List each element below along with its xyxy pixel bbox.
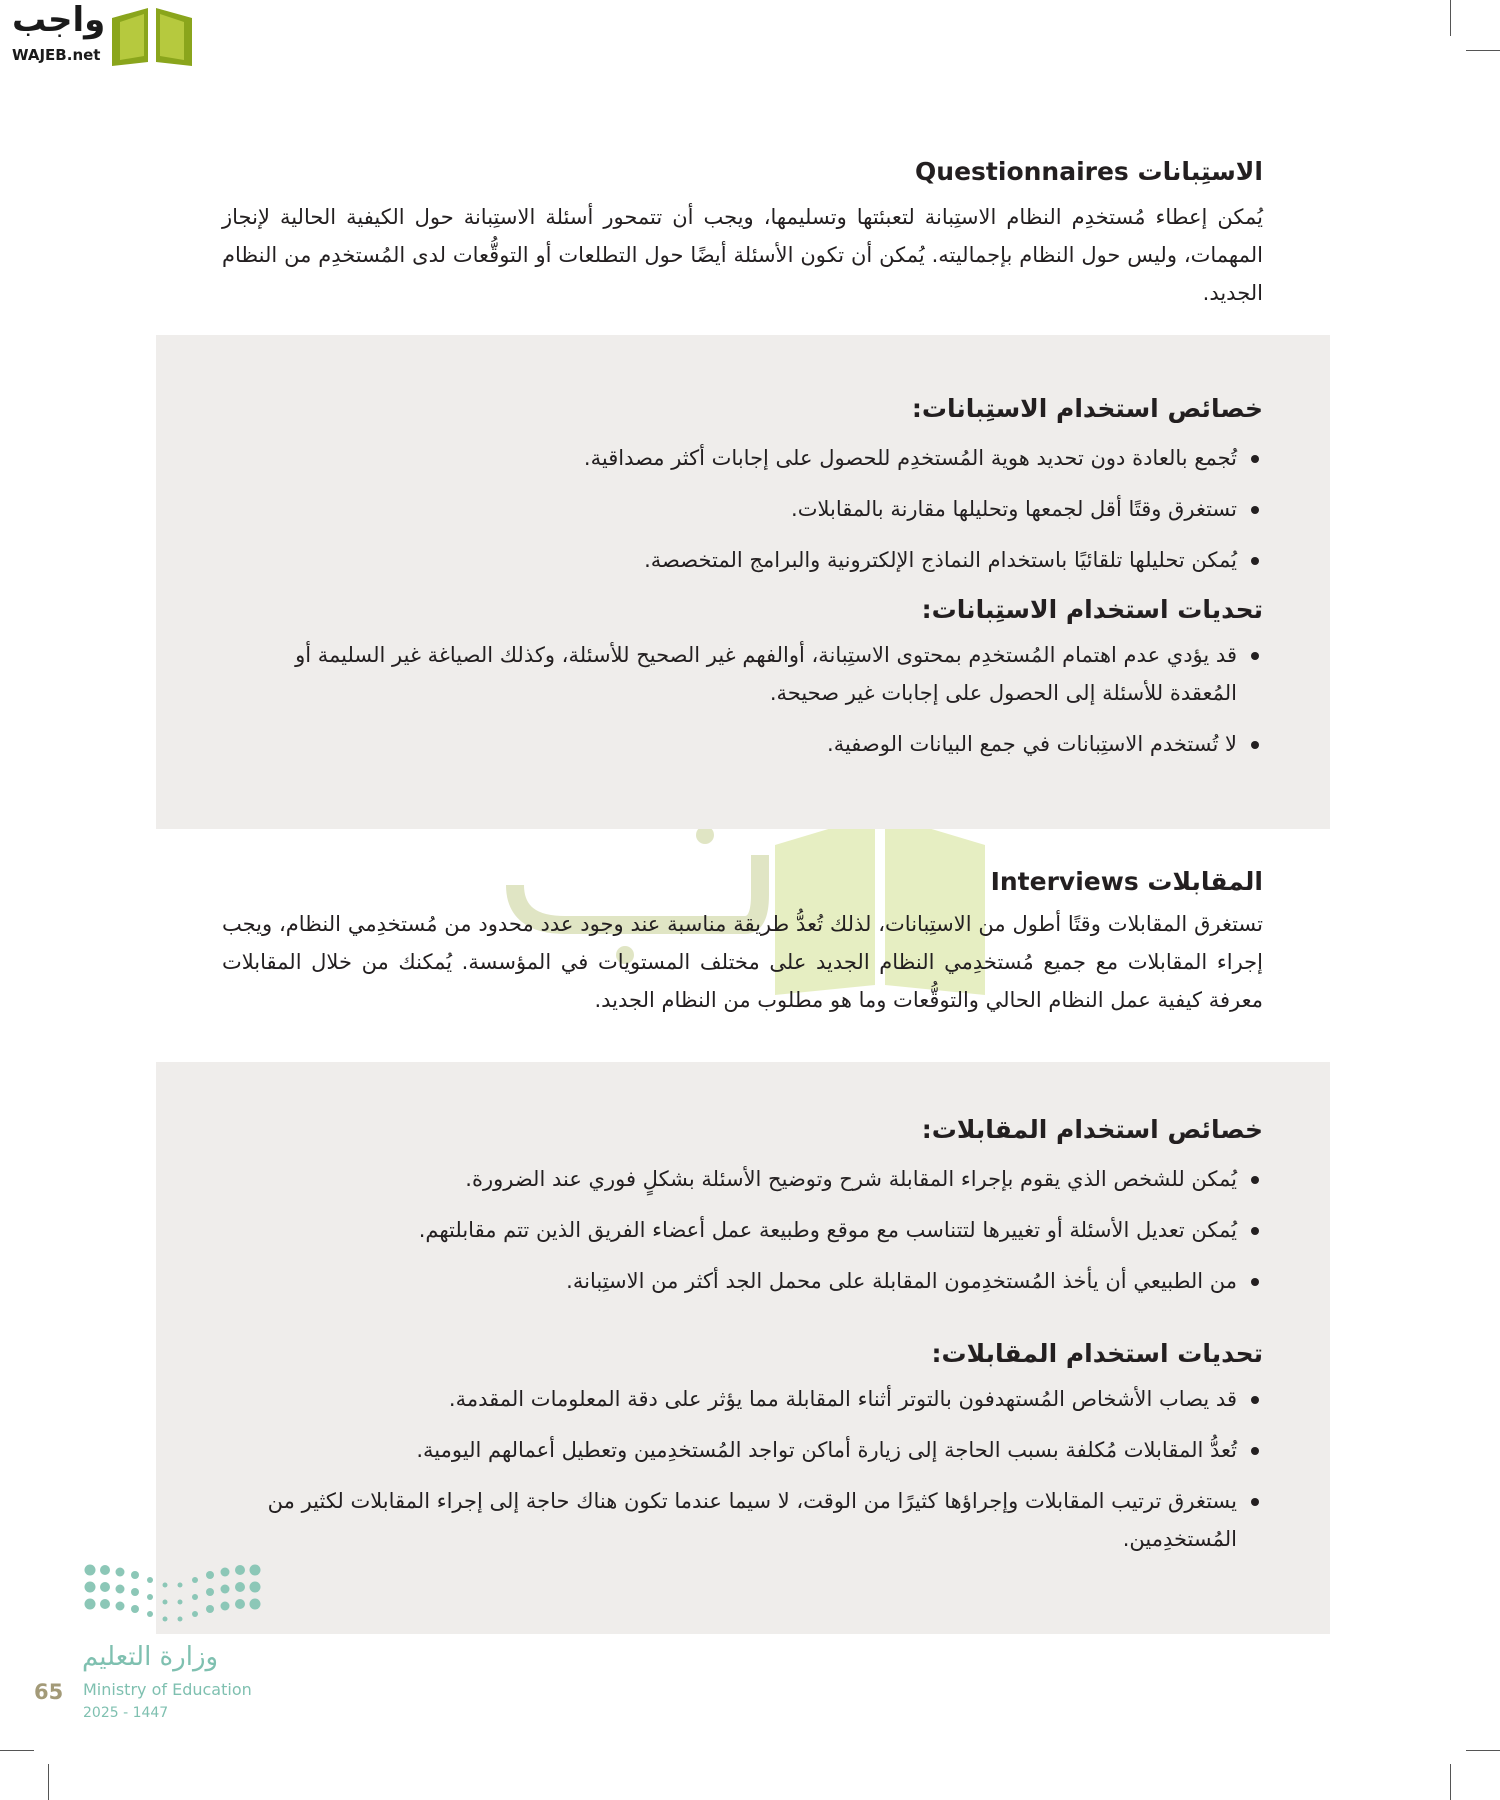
logo-dot <box>147 1611 153 1617</box>
crop-mark <box>1466 1750 1500 1751</box>
logo-dot <box>163 1617 168 1622</box>
logo-dot <box>100 1565 110 1575</box>
list-item: يُمكن للشخص الذي يقوم بإجراء المقابلة شرح وتوضيح الأسئلة بشكلٍ فوري عند الضرورة. <box>223 1160 1263 1198</box>
interviews-box <box>156 1062 1330 1634</box>
logo-dot <box>100 1582 110 1592</box>
logo-dot <box>85 1582 96 1593</box>
logo-dot <box>250 1599 261 1610</box>
ministry-name-arabic: وزارة التعليم <box>82 1642 219 1672</box>
logo-dot <box>178 1583 183 1588</box>
logo-dot <box>131 1571 139 1579</box>
questionnaires-features-list <box>223 439 1263 579</box>
logo-dot <box>178 1600 183 1605</box>
crop-mark <box>1450 0 1451 36</box>
ministry-name-english: Ministry of Education <box>83 1680 252 1699</box>
logo-dot <box>116 1602 125 1611</box>
interviews-features-heading: خصائص استخدام المقابلات: <box>921 1115 1263 1144</box>
logo-dot <box>235 1565 245 1575</box>
interviews-challenges-heading: تحديات استخدام المقابلات: <box>931 1339 1263 1368</box>
logo-dot <box>131 1605 139 1613</box>
crop-mark <box>0 1750 34 1751</box>
logo-dot <box>178 1617 183 1622</box>
wajeb-logo[interactable] <box>8 0 193 68</box>
logo-dot <box>100 1599 110 1609</box>
year: 2025 - 1447 <box>83 1705 169 1721</box>
logo-dot <box>192 1611 198 1617</box>
logo-dot <box>163 1600 168 1605</box>
logo-dot <box>131 1588 139 1596</box>
book-icon <box>108 4 196 66</box>
interviews-features-list <box>223 1160 1263 1300</box>
logo-arabic: واجب <box>12 0 106 40</box>
list-item: لا تُستخدم الاستِبانات في جمع البيانات الوصفية. <box>223 725 1263 763</box>
questionnaires-paragraph: يُمكن إعطاء مُستخدِم النظام الاستِبانة لتعبئتها وتسليمها، ويجب أن تتمحور أسئلة الاستِبانة حول الكيفية الحالية لإنجاز المهمات، وليس حول النظام بإجماليته. يُمكن أن تكون الأسئلة أيضًا حول التطلعات أو التوقُّعات لدى المُستخدِم من النظام الجديد. <box>222 205 1263 305</box>
logo-dot <box>221 1602 230 1611</box>
interviews-heading: المقابلات Interviews <box>990 867 1263 896</box>
crop-mark <box>1466 50 1500 51</box>
page-number: 65 <box>34 1680 64 1704</box>
ministry-dots-logo <box>82 1562 267 1632</box>
list-item: يُمكن تحليلها تلقائيًا باستخدام النماذج الإلكترونية والبرامج المتخصصة. <box>223 541 1263 579</box>
logo-dot <box>85 1599 96 1610</box>
logo-dot <box>85 1565 96 1576</box>
questionnaires-box <box>156 335 1330 829</box>
list-item: من الطبيعي أن يأخذ المُستخدِمون المقابلة على محمل الجد أكثر من الاستِبانة. <box>223 1262 1263 1300</box>
logo-dot <box>250 1565 261 1576</box>
logo-latin: WAJEB.net <box>12 46 101 64</box>
questionnaires-heading: الاستِبانات Questionnaires <box>915 157 1263 186</box>
logo-dot <box>250 1582 261 1593</box>
interviews-paragraph: تستغرق المقابلات وقتًا أطول من الاستِبانات، لذلك تُعدُّ طريقة مناسبة عند وجود عدد محدود من مُستخدِمي النظام، ويجب إجراء المقابلات مع جميع مُستخدِمي النظام الجديد على مختلف المستويات في المؤسسة. يُمكنك من خلال المقابلات معرفة كيفية عمل النظام الحالي والتوقُّعات وما هو مطلوب من النظام الجديد. <box>222 912 1263 1012</box>
list-item: تستغرق وقتًا أقل لجمعها وتحليلها مقارنة بالمقابلات. <box>223 490 1263 528</box>
crop-mark <box>1450 1764 1451 1800</box>
logo-dot <box>206 1605 214 1613</box>
logo-dot <box>192 1577 198 1583</box>
list-item: قد يؤدي عدم اهتمام المُستخدِم بمحتوى الاستِبانة، أوالفهم غير الصحيح للأسئلة، وكذلك الصياغة غير السليمة أو المُعقدة للأسئلة إلى الحصول على إجابات غير صحيحة. <box>223 636 1263 712</box>
logo-dot <box>221 1585 230 1594</box>
logo-dot <box>206 1571 214 1579</box>
crop-mark <box>48 1764 49 1800</box>
list-item: قد يصاب الأشخاص المُستهدفون بالتوتر أثناء المقابلة مما يؤثر على دقة المعلومات المقدمة. <box>223 1380 1263 1418</box>
logo-dot <box>116 1585 125 1594</box>
logo-dot <box>116 1568 125 1577</box>
logo-dot <box>147 1594 153 1600</box>
logo-dot <box>235 1599 245 1609</box>
list-item: تُعدُّ المقابلات مُكلفة بسبب الحاجة إلى زيارة أماكن تواجد المُستخدِمين وتعطيل أعمالهم اليومية. <box>223 1431 1263 1469</box>
logo-dot <box>235 1582 245 1592</box>
questionnaires-challenges-heading: تحديات استخدام الاستِبانات: <box>921 595 1263 624</box>
questionnaires-features-heading: خصائص استخدام الاستِبانات: <box>911 394 1263 423</box>
list-item: يستغرق ترتيب المقابلات وإجراؤها كثيرًا من الوقت، لا سيما عندما تكون هناك حاجة إلى إجراء المقابلات لكثير من المُستخدِمين. <box>223 1482 1263 1558</box>
logo-dot <box>163 1583 168 1588</box>
interviews-challenges-list <box>223 1380 1263 1558</box>
questionnaires-challenges-list <box>223 636 1263 763</box>
list-item: يُمكن تعديل الأسئلة أو تغييرها لتتناسب مع موقع وطبيعة عمل أعضاء الفريق الذين تتم مقابلتهم. <box>223 1211 1263 1249</box>
logo-dot <box>147 1577 153 1583</box>
list-item: تُجمع بالعادة دون تحديد هوية المُستخدِم للحصول على إجابات أكثر مصداقية. <box>223 439 1263 477</box>
logo-dot <box>192 1594 198 1600</box>
logo-dot <box>206 1588 214 1596</box>
logo-dot <box>221 1568 230 1577</box>
